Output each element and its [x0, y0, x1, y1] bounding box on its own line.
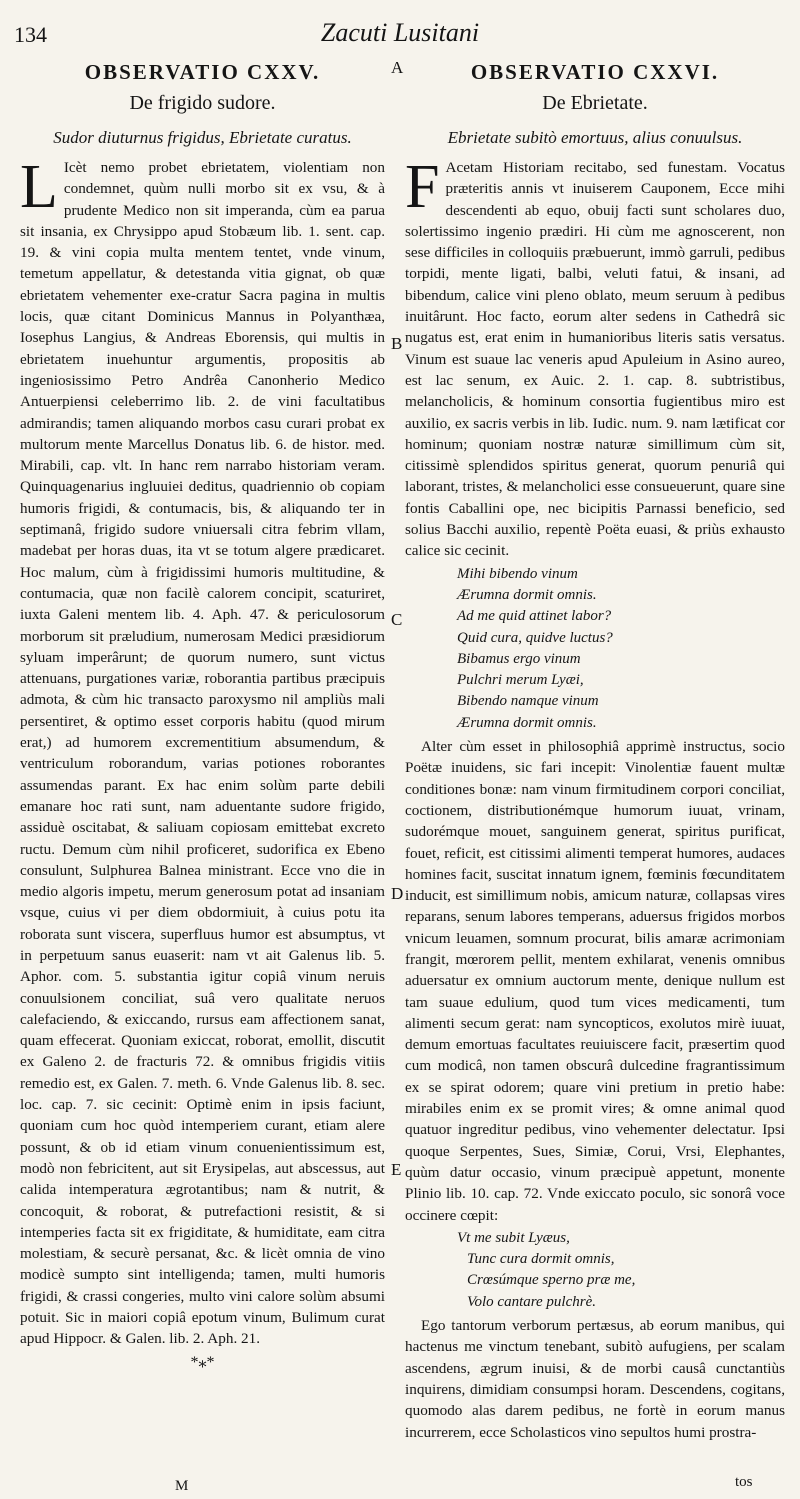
- poem-second: [457, 1228, 785, 1313]
- verse-line: Mihi bibendo vinum: [457, 565, 578, 582]
- body-text-right: Acetam Historiam recitabo, sed funestam. Vocatus præteritis annis vt inuiserem Cauponem, Ecce mihi descendenti ab equo, obuij facti sunt scholares duo, solertissimo ingenio prædiri. Hi cùm me agnoscerent, non sese difficiles in colloquiis præbuerunt, immò garruli, pedibus torpidi, mente ligati, balbi, veluti fatui, & insani, ad bibendum, calice vini pleno oblato, meum seruum à pedibus inuitârunt. Hoc facto, eorum alter sedens in Cathedrâ sic nugatus est, erat enim in humanioribus literis satis versatus. Vinum est suaue lac veneris apud Apuleium in Asino aureo, est lac senum, ex Auic. 2. 1. cap. 8. subtristibus, melancholicis, & hominum consortia fugientibus miro est auxilio, ex sacris verbis in lib. Iudic. num. 9. nam lætificat cor hominum; quoniam nostræ naturæ simillimum cùm sit, citissimè splendidos spiritus generat, quorum penuriâ qui laborant, tristes, & melancholici esse consueuerunt, quare sine fontis Caballini ope, nec bicipitis Parnassi beneficio, sed solius Bacchi auxilio, repentè Poëta euasi, & priùs exhausto calice sic cecinit.: [405, 159, 785, 560]
- verse-line: Vt me subit Lyæus,: [457, 1229, 570, 1246]
- verse-line: Ad me quid attinet labor?: [457, 608, 612, 625]
- observation-summary-left: Sudor diuturnus frigidus, Ebrietate curatus.: [53, 128, 352, 147]
- verse-line: Tunc cura dormit omnis,: [467, 1251, 615, 1268]
- observation-subtitle-left: De frigido sudore.: [129, 92, 276, 114]
- body-text-left: Icèt nemo probet ebrietatem, violentiam non condemnet, quùm nulli morbo sit ex vsu, & à prudente Medico non sit imperanda, cùm ea parua sit insania, ex Chrysippo apud Stobæum lib. 1. sent. cap. 19. & vini copia multa mentem tentet, vnde vinum, temetum appellatur, & detestanda vitia gignat, ob quæ ebrietatem vehementer exe-cratur Sacra pagina in multis locis, quæ citant Dominicus Mannus in Polyanthæa, Iosephus Langius, & Andreas Eborensis, qui multis in ebrietatem inuehuntur argumentis, propositis ab ingeniosissimo Petro Andrêa Canonherio Medico Antuerpiensi celeberrimo lib. 2. de vini facultatibus admirandis; tamen aliquando morbos casu curari probat ex multorum mente Marcellus Donatus lib. 6. de histor. med. Mirabili, cap. vlt. In hanc rem narrabo historiam veram. Quinquagenarius ingluuiei deditus, quadriennio ob copiam humoris frigidi, & contumacis, bis, & aliquando ter in septimanâ, frigido sudore vniuersali citra febrim vllam, madebat per horas duas, ita vt se totum algere prædicaret. Hoc malum, cùm à frigidissimi humoris multitudine, & contumacia, quæ non facilè calorem concipit, scaturiret, iuxta Galeni mentem lib. 4. Aph. 47. & periculosorum morborum sit præludium, numerosam Medici præsidiorum syluam imperârunt; de quorum numero, sunt victus attenuans, purgationes variæ, roborantia partibus præcipuis admota, & cùm hic transacto paroxysmo nil ampliùs mali persentiret, & optimo esset corporis habitu (quod mirum erat,) ad humorem excrementitium absumendum, & ventriculum roborandum, varias potiones roborantes assumendas parant. Ex hac enim solùm parte debili emanare hoc rati sunt, nam aduentante sudore frigido, assiduè oscitabat, & saliuam copiosam emittebat excreto ructu. Demum cùm nihil proficeret, sudorifica ex Ebeno consulunt, Sulphurea Balnea ministrant. Ecce vno die in medio algoris impetu, merum generosum potat ad insaniam vsque, cuius vi per diem obdormiuit, à cuius potu ita roborata sunt viscera, superfluus humor est absumptus, vt in perpetuum sanus euaserit: nam vt ait Galenus lib. 5. Aphor. com. 5. substantia igitur copiâ vinum neruis conuulsionem conciliat, suâ vero qualitate neruos calefaciendo, & exiccando, rursus eam affectionem sanat, quam effecerat. Quoniam exiccat, roborat, emollit, discutit ex Galeno 2. de fracturis 72. & omnibus frigidis vitiis remedio est, ex Galen. 7. meth. 6. Vnde Galenus lib. 8. sec. loc. cap. 7. sic cecinit: Optimè enim in ipsis faciunt, quoniam cum hoc quòd intemperiem curant, etiam alere possunt, & ob id etiam vinum conuenientissimum est, modò non febricitent, aut sit Erysipelas, aut abscessus, aut calida intemperatura ægrotantibus; nam & nutrit, & concoquit, & roborat, & putrefactioni resistit, & si intemperies facta sit ex frigiditate, & humiditate, eam citra molestiam, & securè persanat, &c. & licèt omnia de vino modicè sumpto sint intelligenda; tamen, multi humoris frigidi, & crassi congeries, multo vini calore solùm absumi potuit. Sic in maiori copiâ epotum vinum, Bulimum curat apud Hippocr. & Galen. lib. 2. Aph. 21.: [20, 159, 385, 1348]
- observation-subtitle-right: De Ebrietate.: [542, 92, 648, 114]
- body-text-right-2: Alter cùm esset in philosophiâ apprimè instructus, socio Poëtæ inuidens, sic fari incepit: Vinolentiæ fauent multæ conditiones bonæ: nam vinum firmitudinem corpori conciliat, coctionem, distributionémque humorum iuuat, vrinam, sudorémque mouet, sanguinem generat, spiritus purificat, fouet, reficit, est citissimi alimenti temperat humores, audaces homines facit, suscitat innatum ignem, fœminis fœcunditatem inducit, est simillimum nobis, amicum naturæ, collapsas vires reparans, senum labores temperans, aduersus frigidos morbos vnicum leuamen, somnum procurat, bilis amaræ acrimoniam frangit, mœrorem pellit, mentem exhilarat, venenis omnibus aduersatur ex omnium auctorum mente, denique nullum est tam suaue edulium, quod tum vices medicamenti, tum alimenti secum gerat: nam syncopticos, exolutos mirè iuuat, demum emortuas facultates reuiuiscere facit, præsertim quod cum modicâ, non tamen obscurâ dulcedine fragrantissimum ex se spirat odorem; quare vini pretium in pretio habe: mirabiles enim ex se promit vires; & omne animal quod quatuor ingreditur pedibus, vino vehementer delectatur. Ipsi quoque Serpentes, Sues, Simiæ, Corui, Vrsi, Elephantes, quùm datur occasio, vinum præcipuè appetunt, monente Plinio lib. 10. cap. 72. Vnde exiccato poculo, sic sonorâ voce occinere cœpit:: [405, 738, 785, 1224]
- margin-letter-d: D: [391, 884, 404, 903]
- margin-letter-c: C: [391, 610, 403, 629]
- right-column: [405, 58, 785, 1443]
- verse-line: Crœsúmque sperno præ me,: [467, 1272, 636, 1289]
- observation-title-left: OBSERVATIO CXXV.: [84, 60, 321, 84]
- verse-line: Quid cura, quidve luctus?: [457, 629, 613, 646]
- observation-body-right: [405, 153, 785, 562]
- drop-cap-right: F: [405, 153, 440, 221]
- observation-body-left: [20, 153, 385, 1350]
- body-text-right-3: Ego tantorum verborum pertæsus, ab eorum manibus, qui hactenus me vinctum tenebant, subitò aufugiens, per scalam ascendens, ægrum inuisi, & de morbi causâ cunctantiùs inquirens, dimidiam consumpsi horam. Descendens, cogitans, quomodo alas darem pedibus, ne fortè in eorum manus incurrerem, ecce Scholasticos vino sepultos humi prostra-: [405, 1317, 785, 1441]
- running-head: Zacuti Lusitani: [320, 18, 480, 47]
- verse-line: Ærumna dormit omnis.: [457, 586, 597, 603]
- observation-title-right: OBSERVATIO CXXVI.: [470, 60, 720, 84]
- verse-line: Volo cantare pulchrè.: [467, 1293, 597, 1310]
- margin-letter-b: B: [391, 334, 403, 353]
- asterism-ornament: *⁎*: [190, 1353, 215, 1371]
- observation-summary-right: Ebrietate subitò emortuus, alius conuulsus.: [447, 128, 743, 147]
- left-column: [20, 58, 385, 1372]
- poem-first: [457, 564, 785, 734]
- catchword-left: M: [175, 1478, 189, 1494]
- margin-letter-a: A: [391, 58, 404, 77]
- margin-letter-e: E: [391, 1160, 402, 1179]
- verse-line: Pulchri merum Lyæi,: [457, 672, 584, 689]
- verse-line: Bibamus ergo vinum: [457, 650, 581, 667]
- page-number: 134: [14, 22, 47, 47]
- catchword-right: tos: [735, 1474, 753, 1490]
- drop-cap-left: L: [20, 153, 58, 221]
- verse-line: Bibendo namque vinum: [457, 693, 599, 710]
- verse-line: Ærumna dormit omnis.: [457, 714, 597, 731]
